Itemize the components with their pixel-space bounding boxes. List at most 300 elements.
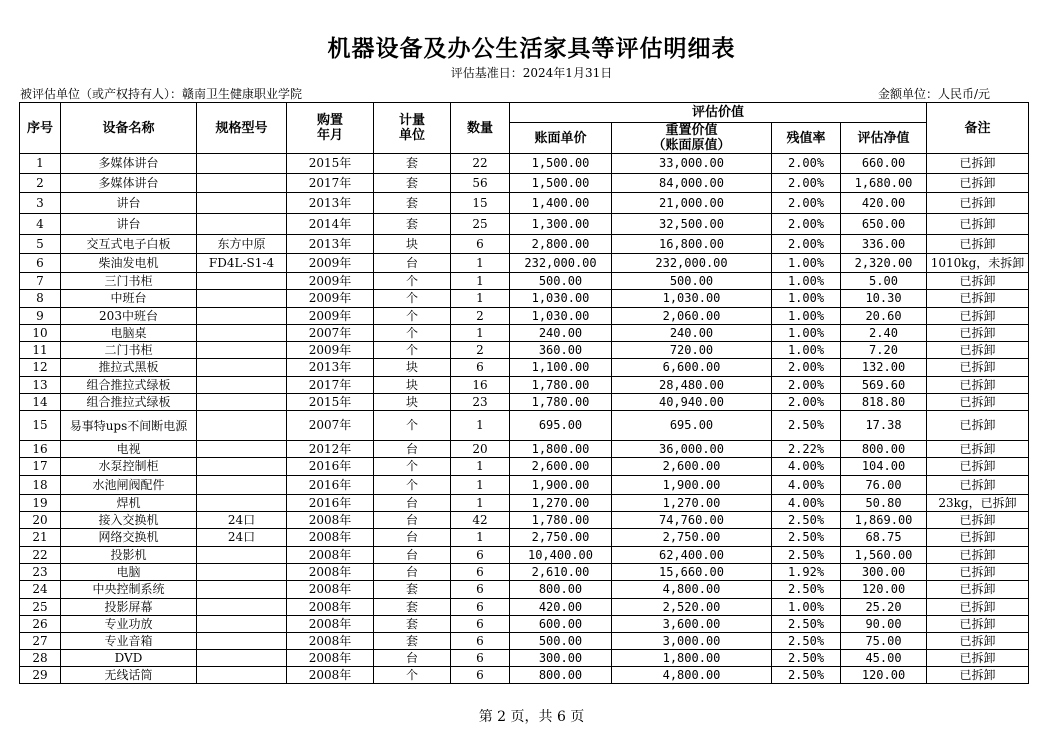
cell-qty: 6: [451, 359, 510, 377]
cell-spec: [197, 308, 287, 325]
cell-net-value: 2.40: [841, 325, 927, 342]
cell-price: 1,270.00: [510, 495, 612, 512]
cell-net-value: 20.60: [841, 308, 927, 325]
cell-price: 232,000.00: [510, 254, 612, 273]
cell-seq: 21: [20, 529, 61, 547]
cell-seq: 12: [20, 359, 61, 377]
cell-replace-value: 695.00: [612, 411, 772, 441]
table-row: [20, 581, 1029, 599]
table-row: [20, 377, 1029, 394]
cell-net-value: 1,560.00: [841, 547, 927, 564]
cell-net-value: 120.00: [841, 667, 927, 684]
cell-net-value: 336.00: [841, 235, 927, 254]
cell-residual-rate: 4.00%: [772, 458, 841, 476]
cell-price: 1,030.00: [510, 308, 612, 325]
cell-residual-rate: 2.00%: [772, 235, 841, 254]
cell-purchase-date: 2015年: [287, 154, 374, 174]
cell-replace-value: 232,000.00: [612, 254, 772, 273]
cell-residual-rate: 1.00%: [772, 254, 841, 273]
table-row: [20, 476, 1029, 495]
cell-name: 讲台: [61, 214, 197, 235]
cell-seq: 4: [20, 214, 61, 235]
cell-seq: 6: [20, 254, 61, 273]
cell-name: 投影屏幕: [61, 599, 197, 616]
cell-remark: 已拆卸: [927, 193, 1029, 214]
cell-seq: 14: [20, 394, 61, 411]
page-title: 机器设备及办公生活家具等评估明细表: [327, 35, 736, 62]
cell-qty: 1: [451, 495, 510, 512]
cell-spec: [197, 359, 287, 377]
cell-purchase-date: 2008年: [287, 667, 374, 684]
cell-unit: 个: [374, 325, 451, 342]
cell-remark: 已拆卸: [927, 154, 1029, 174]
cell-net-value: 17.38: [841, 411, 927, 441]
cell-price: 420.00: [510, 599, 612, 616]
cell-net-value: 75.00: [841, 633, 927, 650]
cell-remark: 已拆卸: [927, 235, 1029, 254]
header-purchase-date: [287, 103, 374, 154]
cell-spec: [197, 273, 287, 290]
cell-qty: 6: [451, 564, 510, 581]
cell-purchase-date: 2017年: [287, 377, 374, 394]
cell-residual-rate: 2.00%: [772, 154, 841, 174]
cell-seq: 11: [20, 342, 61, 359]
cell-name: 无线话筒: [61, 667, 197, 684]
cell-name: 203中班台: [61, 308, 197, 325]
table-body: [20, 154, 1029, 684]
cell-spec: [197, 616, 287, 633]
header-remark: 备注: [927, 103, 1029, 154]
header-purchase-line1: 购置: [316, 113, 343, 128]
cell-net-value: 650.00: [841, 214, 927, 235]
cell-remark: 1010kg，未拆卸: [927, 254, 1029, 273]
cell-spec: [197, 564, 287, 581]
table-row: [20, 342, 1029, 359]
cell-purchase-date: 2008年: [287, 650, 374, 667]
cell-replace-value: 15,660.00: [612, 564, 772, 581]
cell-residual-rate: 2.50%: [772, 667, 841, 684]
cell-price: 360.00: [510, 342, 612, 359]
cell-qty: 1: [451, 325, 510, 342]
cell-unit: 个: [374, 476, 451, 495]
cell-purchase-date: 2016年: [287, 476, 374, 495]
cell-residual-rate: 2.50%: [772, 547, 841, 564]
cell-name: 易事特ups不间断电源: [61, 411, 197, 441]
cell-seq: 19: [20, 495, 61, 512]
cell-qty: 1: [451, 273, 510, 290]
header-name: 设备名称: [61, 103, 197, 154]
cell-remark: 已拆卸: [927, 308, 1029, 325]
cell-unit: 个: [374, 273, 451, 290]
cell-remark: 已拆卸: [927, 342, 1029, 359]
cell-spec: 24口: [197, 529, 287, 547]
cell-name: 专业音箱: [61, 633, 197, 650]
cell-price: 2,800.00: [510, 235, 612, 254]
cell-qty: 1: [451, 254, 510, 273]
cell-spec: [197, 394, 287, 411]
cell-seq: 22: [20, 547, 61, 564]
table-row: [20, 564, 1029, 581]
cell-name: 焊机: [61, 495, 197, 512]
cell-purchase-date: 2017年: [287, 174, 374, 193]
table-row: [20, 174, 1029, 193]
cell-net-value: 818.80: [841, 394, 927, 411]
cell-remark: 已拆卸: [927, 564, 1029, 581]
cell-unit: 台: [374, 254, 451, 273]
cell-unit: 套: [374, 616, 451, 633]
cell-replace-value: 28,480.00: [612, 377, 772, 394]
cell-spec: [197, 342, 287, 359]
cell-spec: FD4L-S1-4: [197, 254, 287, 273]
cell-unit: 台: [374, 495, 451, 512]
header-unit-line1: 计量: [398, 113, 425, 128]
cell-qty: 16: [451, 377, 510, 394]
cell-name: 组合推拉式绿板: [61, 394, 197, 411]
cell-price: 300.00: [510, 650, 612, 667]
cell-residual-rate: 1.92%: [772, 564, 841, 581]
cell-name: 组合推拉式绿板: [61, 377, 197, 394]
cell-qty: 42: [451, 512, 510, 529]
cell-remark: 已拆卸: [927, 411, 1029, 441]
cell-name: 专业功放: [61, 616, 197, 633]
cell-qty: 6: [451, 581, 510, 599]
cell-unit: 套: [374, 193, 451, 214]
evaluation-table: [19, 102, 1029, 684]
cell-qty: 1: [451, 476, 510, 495]
cell-remark: 已拆卸: [927, 273, 1029, 290]
cell-seq: 9: [20, 308, 61, 325]
table-row: [20, 441, 1029, 458]
cell-spec: [197, 154, 287, 174]
cell-unit: 套: [374, 633, 451, 650]
cell-net-value: 300.00: [841, 564, 927, 581]
cell-unit: 台: [374, 441, 451, 458]
cell-purchase-date: 2015年: [287, 394, 374, 411]
cell-replace-value: 74,760.00: [612, 512, 772, 529]
cell-net-value: 7.20: [841, 342, 927, 359]
table-row: [20, 633, 1029, 650]
table-row: [20, 308, 1029, 325]
cell-name: 电脑: [61, 564, 197, 581]
cell-spec: [197, 667, 287, 684]
cell-residual-rate: 1.00%: [772, 599, 841, 616]
cell-replace-value: 62,400.00: [612, 547, 772, 564]
header-replace-line2: （账面原值）: [652, 138, 731, 153]
cell-purchase-date: 2008年: [287, 633, 374, 650]
evaluated-unit: 被评估单位（或产权持有人）：赣南卫生健康职业学院: [20, 87, 303, 101]
table-row: [20, 667, 1029, 684]
cell-price: 600.00: [510, 616, 612, 633]
table-row: [20, 325, 1029, 342]
cell-purchase-date: 2008年: [287, 599, 374, 616]
cell-remark: 已拆卸: [927, 581, 1029, 599]
header-seq: 序号: [20, 103, 61, 154]
cell-replace-value: 21,000.00: [612, 193, 772, 214]
cell-remark: 已拆卸: [927, 214, 1029, 235]
cell-seq: 25: [20, 599, 61, 616]
header-price: 账面单价: [510, 123, 612, 154]
cell-price: 1,300.00: [510, 214, 612, 235]
cell-replace-value: 33,000.00: [612, 154, 772, 174]
cell-residual-rate: 2.50%: [772, 581, 841, 599]
header-net: 评估净值: [841, 123, 927, 154]
cell-purchase-date: 2016年: [287, 495, 374, 512]
table-row: [20, 254, 1029, 273]
cell-purchase-date: 2013年: [287, 235, 374, 254]
cell-spec: [197, 174, 287, 193]
cell-unit: 台: [374, 650, 451, 667]
cell-replace-value: 1,030.00: [612, 290, 772, 308]
cell-net-value: 1,869.00: [841, 512, 927, 529]
cell-residual-rate: 2.50%: [772, 512, 841, 529]
cell-replace-value: 2,750.00: [612, 529, 772, 547]
cell-spec: [197, 325, 287, 342]
table-row: [20, 547, 1029, 564]
header-replace: [612, 123, 772, 154]
cell-replace-value: 1,270.00: [612, 495, 772, 512]
cell-name: 中班台: [61, 290, 197, 308]
cell-remark: 已拆卸: [927, 458, 1029, 476]
cell-unit: 套: [374, 599, 451, 616]
cell-seq: 20: [20, 512, 61, 529]
cell-net-value: 25.20: [841, 599, 927, 616]
cell-replace-value: 4,800.00: [612, 581, 772, 599]
cell-spec: [197, 377, 287, 394]
cell-seq: 23: [20, 564, 61, 581]
cell-unit: 套: [374, 154, 451, 174]
cell-residual-rate: 2.00%: [772, 377, 841, 394]
cell-residual-rate: 2.00%: [772, 214, 841, 235]
cell-qty: 56: [451, 174, 510, 193]
cell-price: 1,500.00: [510, 174, 612, 193]
cell-seq: 13: [20, 377, 61, 394]
cell-price: 2,750.00: [510, 529, 612, 547]
header-unit: [374, 103, 451, 154]
cell-seq: 2: [20, 174, 61, 193]
cell-name: 网络交换机: [61, 529, 197, 547]
cell-price: 1,030.00: [510, 290, 612, 308]
cell-remark: 已拆卸: [927, 290, 1029, 308]
cell-replace-value: 2,600.00: [612, 458, 772, 476]
cell-spec: [197, 441, 287, 458]
cell-spec: [197, 411, 287, 441]
cell-replace-value: 6,600.00: [612, 359, 772, 377]
cell-purchase-date: 2009年: [287, 308, 374, 325]
currency-unit: 金额单位：人民币/元: [878, 87, 991, 101]
header-eval-group: 评估价值: [510, 103, 927, 123]
cell-remark: 已拆卸: [927, 359, 1029, 377]
table-row: [20, 290, 1029, 308]
cell-replace-value: 3,000.00: [612, 633, 772, 650]
table-row: [20, 235, 1029, 254]
cell-price: 1,900.00: [510, 476, 612, 495]
cell-qty: 6: [451, 650, 510, 667]
cell-residual-rate: 2.50%: [772, 411, 841, 441]
cell-net-value: 120.00: [841, 581, 927, 599]
cell-remark: 已拆卸: [927, 476, 1029, 495]
cell-qty: 22: [451, 154, 510, 174]
cell-name: 多媒体讲台: [61, 154, 197, 174]
cell-purchase-date: 2007年: [287, 325, 374, 342]
header-residual: 残值率: [772, 123, 841, 154]
cell-name: 推拉式黑板: [61, 359, 197, 377]
cell-qty: 25: [451, 214, 510, 235]
cell-net-value: 660.00: [841, 154, 927, 174]
cell-net-value: 800.00: [841, 441, 927, 458]
cell-price: 1,780.00: [510, 512, 612, 529]
cell-spec: [197, 547, 287, 564]
cell-name: 三门书柜: [61, 273, 197, 290]
cell-remark: 已拆卸: [927, 377, 1029, 394]
cell-remark: 已拆卸: [927, 650, 1029, 667]
cell-qty: 15: [451, 193, 510, 214]
cell-residual-rate: 1.00%: [772, 273, 841, 290]
cell-net-value: 2,320.00: [841, 254, 927, 273]
cell-replace-value: 2,060.00: [612, 308, 772, 325]
table-row: [20, 458, 1029, 476]
cell-unit: 个: [374, 667, 451, 684]
cell-residual-rate: 1.00%: [772, 308, 841, 325]
cell-unit: 个: [374, 290, 451, 308]
cell-name: 中央控制系统: [61, 581, 197, 599]
cell-spec: [197, 214, 287, 235]
cell-net-value: 50.80: [841, 495, 927, 512]
cell-residual-rate: 2.50%: [772, 529, 841, 547]
cell-unit: 套: [374, 214, 451, 235]
cell-price: 1,800.00: [510, 441, 612, 458]
cell-remark: 已拆卸: [927, 667, 1029, 684]
cell-residual-rate: 2.00%: [772, 174, 841, 193]
cell-residual-rate: 4.00%: [772, 476, 841, 495]
cell-residual-rate: 2.00%: [772, 359, 841, 377]
cell-qty: 6: [451, 235, 510, 254]
cell-spec: [197, 599, 287, 616]
cell-name: 交互式电子白板: [61, 235, 197, 254]
cell-seq: 1: [20, 154, 61, 174]
cell-unit: 台: [374, 529, 451, 547]
cell-purchase-date: 2013年: [287, 193, 374, 214]
cell-seq: 10: [20, 325, 61, 342]
table-row: [20, 650, 1029, 667]
cell-replace-value: 84,000.00: [612, 174, 772, 193]
cell-price: 2,610.00: [510, 564, 612, 581]
cell-replace-value: 1,800.00: [612, 650, 772, 667]
cell-price: 2,600.00: [510, 458, 612, 476]
cell-purchase-date: 2009年: [287, 342, 374, 359]
cell-price: 1,780.00: [510, 377, 612, 394]
cell-spec: [197, 633, 287, 650]
cell-remark: 已拆卸: [927, 394, 1029, 411]
cell-qty: 23: [451, 394, 510, 411]
cell-unit: 个: [374, 342, 451, 359]
table-row: [20, 512, 1029, 529]
cell-spec: [197, 650, 287, 667]
header-qty: 数量: [451, 103, 510, 154]
table-row: [20, 616, 1029, 633]
cell-remark: 已拆卸: [927, 325, 1029, 342]
cell-seq: 7: [20, 273, 61, 290]
cell-remark: 已拆卸: [927, 616, 1029, 633]
cell-replace-value: 4,800.00: [612, 667, 772, 684]
cell-remark: 已拆卸: [927, 441, 1029, 458]
table-row: [20, 154, 1029, 174]
cell-unit: 台: [374, 512, 451, 529]
cell-residual-rate: 2.00%: [772, 394, 841, 411]
cell-net-value: 420.00: [841, 193, 927, 214]
cell-replace-value: 3,600.00: [612, 616, 772, 633]
cell-unit: 个: [374, 411, 451, 441]
cell-remark: 23kg，已拆卸: [927, 495, 1029, 512]
cell-spec: 24口: [197, 512, 287, 529]
cell-remark: 已拆卸: [927, 512, 1029, 529]
cell-name: 二门书柜: [61, 342, 197, 359]
cell-net-value: 76.00: [841, 476, 927, 495]
cell-spec: [197, 476, 287, 495]
cell-price: 800.00: [510, 581, 612, 599]
cell-replace-value: 240.00: [612, 325, 772, 342]
cell-seq: 16: [20, 441, 61, 458]
cell-net-value: 104.00: [841, 458, 927, 476]
cell-seq: 15: [20, 411, 61, 441]
cell-replace-value: 40,940.00: [612, 394, 772, 411]
header-replace-line1: 重置价值: [665, 123, 718, 138]
cell-replace-value: 2,520.00: [612, 599, 772, 616]
cell-residual-rate: 2.50%: [772, 650, 841, 667]
cell-purchase-date: 2008年: [287, 564, 374, 581]
cell-unit: 台: [374, 547, 451, 564]
cell-price: 1,100.00: [510, 359, 612, 377]
cell-price: 240.00: [510, 325, 612, 342]
cell-qty: 1: [451, 411, 510, 441]
cell-qty: 6: [451, 599, 510, 616]
cell-spec: 东方中原: [197, 235, 287, 254]
cell-net-value: 45.00: [841, 650, 927, 667]
cell-replace-value: 1,900.00: [612, 476, 772, 495]
table-row: [20, 394, 1029, 411]
cell-unit: 台: [374, 564, 451, 581]
cell-replace-value: 500.00: [612, 273, 772, 290]
cell-seq: 17: [20, 458, 61, 476]
cell-name: 水泵控制柜: [61, 458, 197, 476]
cell-spec: [197, 290, 287, 308]
cell-price: 1,400.00: [510, 193, 612, 214]
header-purchase-line2: 年月: [316, 128, 343, 143]
cell-qty: 6: [451, 633, 510, 650]
table-row: [20, 273, 1029, 290]
cell-purchase-date: 2013年: [287, 359, 374, 377]
cell-net-value: 5.00: [841, 273, 927, 290]
cell-purchase-date: 2014年: [287, 214, 374, 235]
cell-residual-rate: 1.00%: [772, 325, 841, 342]
cell-unit: 块: [374, 394, 451, 411]
cell-residual-rate: 4.00%: [772, 495, 841, 512]
cell-seq: 29: [20, 667, 61, 684]
cell-remark: 已拆卸: [927, 547, 1029, 564]
cell-remark: 已拆卸: [927, 174, 1029, 193]
cell-residual-rate: 1.00%: [772, 342, 841, 359]
cell-net-value: 132.00: [841, 359, 927, 377]
cell-name: DVD: [61, 650, 197, 667]
cell-seq: 28: [20, 650, 61, 667]
table-row: [20, 359, 1029, 377]
cell-purchase-date: 2009年: [287, 254, 374, 273]
table-row: [20, 599, 1029, 616]
cell-seq: 5: [20, 235, 61, 254]
cell-qty: 6: [451, 667, 510, 684]
cell-qty: 6: [451, 616, 510, 633]
cell-price: 800.00: [510, 667, 612, 684]
cell-spec: [197, 193, 287, 214]
